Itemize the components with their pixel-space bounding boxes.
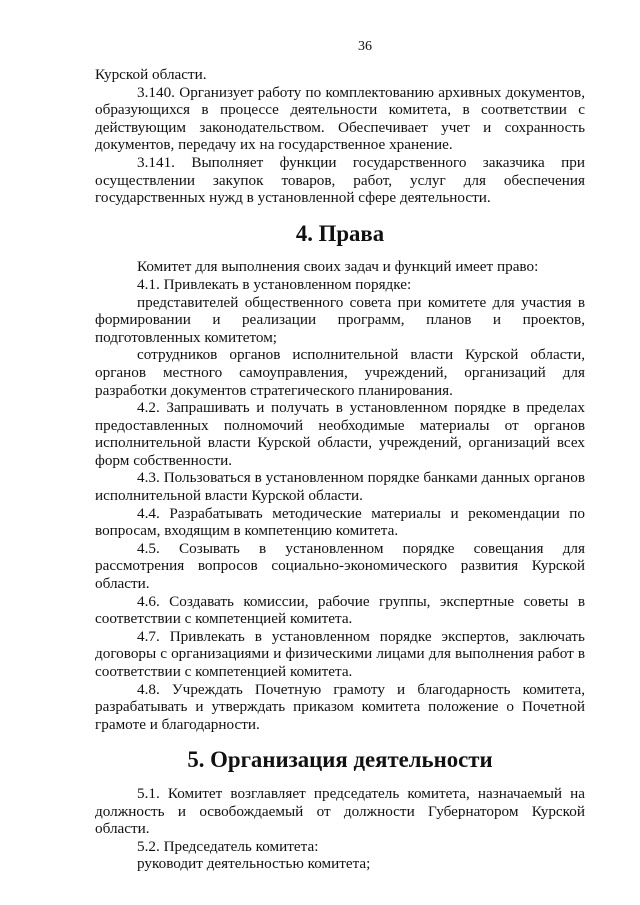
paragraph-4-8: 4.8. Учреждать Почетную грамоту и благодарность комитета, разрабатывать и утверждать приказом комитета положение о Почетной грамоте и благодарности. [95, 680, 585, 733]
paragraph-4-4: 4.4. Разрабатывать методические материалы и рекомендации по вопросам, входящим в компетенцию комитета. [95, 504, 585, 540]
page-number: 36 [358, 39, 372, 54]
paragraph-3-141: 3.141. Выполняет функции государственного заказчика при осуществлении закупок товаров, работ, услуг для обеспечения государственных нужд в установленной сфере деятельности. [95, 153, 585, 207]
paragraph-5-1: 5.1. Комитет возглавляет председатель комитета, назначаемый на должность и освобождаемый от должности Губернатором Курской области. [95, 784, 585, 838]
paragraph-4-1: 4.1. Привлекать в установленном порядке: [137, 275, 412, 293]
section-5-heading: 5. Организация деятельности [187, 747, 493, 773]
paragraph-5-2-a: руководит деятельностью комитета; [137, 855, 371, 873]
paragraph-4-3: 4.3. Пользоваться в установленном порядке банками данных органов исполнительной власти Курской области. [95, 469, 585, 505]
paragraph-4-7: 4.7. Привлекать в установленном порядке экспертов, заключать договоры с организациями и физическими лицами для выполнения работ в соответствии с компетенцией комитета. [95, 627, 585, 680]
paragraph-4-6: 4.6. Создавать комиссии, рабочие группы, экспертные советы в соответствии с компетенцией комитета. [95, 592, 585, 628]
paragraph-continuation: Курской области. [95, 66, 207, 83]
body-text [95, 66, 585, 873]
paragraph-4-intro: Комитет для выполнения своих задач и функций имеет право: [137, 258, 539, 276]
paragraph-5-2: 5.2. Председатель комитета: [137, 837, 319, 855]
paragraph-4-1-b: сотрудников органов исполнительной власти Курской области, органов местного самоуправления, учреждений, организаций для разработки документов стратегического планирования. [95, 346, 585, 399]
paragraph-4-1-a: представителей общественного совета при комитете для участия в формировании и реализации программ, планов и проектов, подготовленных комитетом; [95, 293, 585, 346]
paragraph-4-5: 4.5. Созывать в установленном порядке совещания для рассмотрения вопросов социально-экономического развития Курской области. [95, 539, 585, 593]
paragraph-3-140: 3.140. Организует работу по комплектованию архивных документов, образующихся в процессе деятельности комитета, в соответствии с действующим законодательством. Обеспечивает учет и сохранность документов, передачу их на государственное хранение. [95, 83, 585, 154]
paragraph-4-2: 4.2. Запрашивать и получать в установленном порядке в пределах предоставленных полномочий необходимые материалы от органов исполнительной власти Курской области, учреждений, организаций всех форм собственности. [95, 399, 585, 469]
section-4-heading: 4. Права [295, 220, 385, 246]
